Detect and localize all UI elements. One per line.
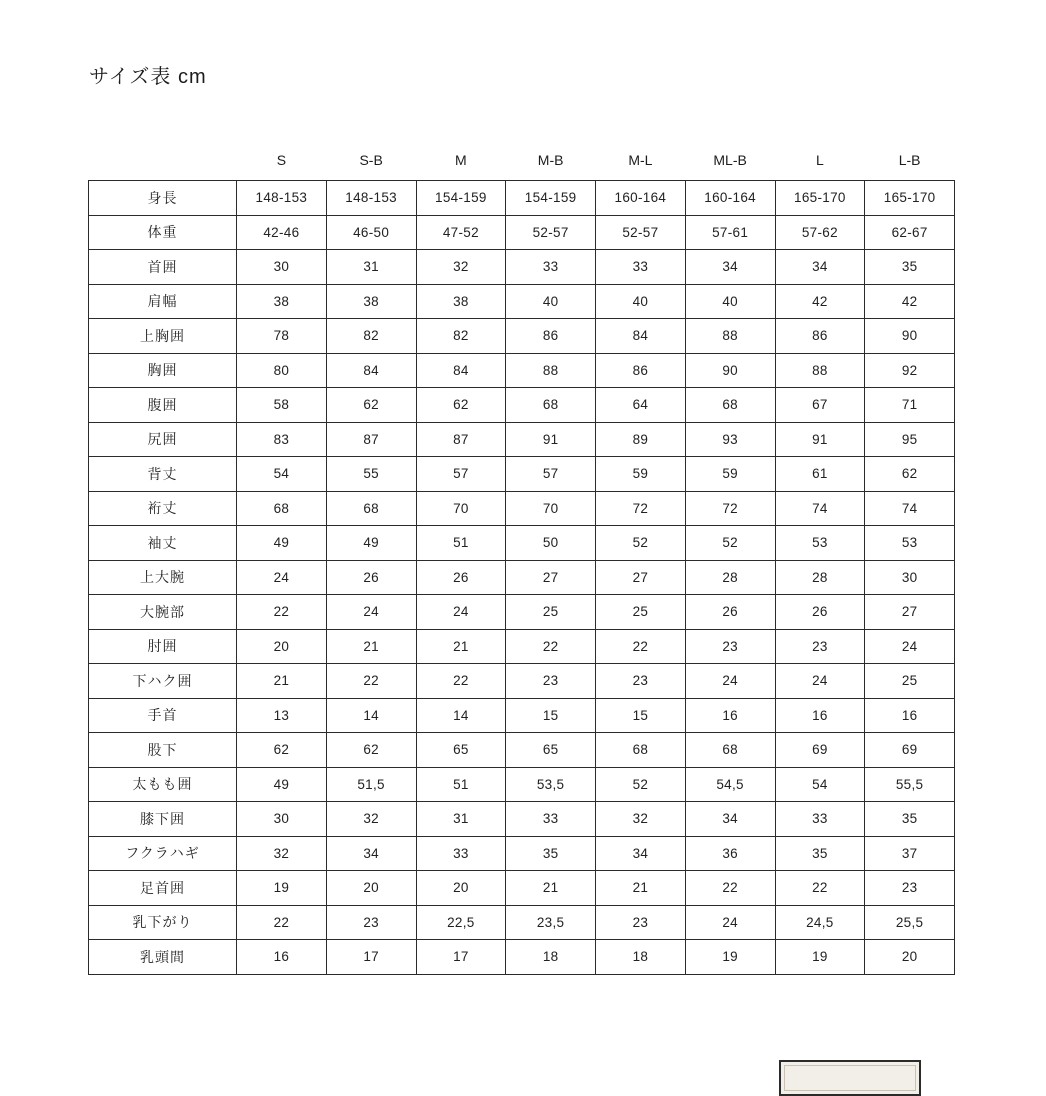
table-cell: 16 (237, 940, 327, 975)
table-cell: 90 (865, 319, 955, 354)
table-cell: 82 (416, 319, 506, 354)
column-header: M-L (628, 152, 653, 168)
table-row (89, 319, 955, 354)
column-header: ML-B (713, 152, 747, 168)
table-cell: 21 (237, 664, 327, 699)
table-cell: 54 (237, 457, 327, 492)
table-cell: 54,5 (685, 767, 775, 802)
table-cell: 87 (326, 422, 416, 457)
table-cell: 52-57 (506, 215, 596, 250)
row-label: 上大腕 (89, 560, 237, 595)
table-cell: 59 (596, 457, 686, 492)
table-cell: 16 (685, 698, 775, 733)
row-label: フクラハギ (89, 836, 237, 871)
table-cell: 28 (775, 560, 865, 595)
table-cell: 35 (775, 836, 865, 871)
table-cell: 19 (237, 871, 327, 906)
table-cell: 22,5 (416, 905, 506, 940)
table-cell: 40 (596, 284, 686, 319)
table-cell: 42-46 (237, 215, 327, 250)
table-row (89, 871, 955, 906)
table-cell: 23 (775, 629, 865, 664)
table-cell: 70 (416, 491, 506, 526)
column-header: S-B (359, 152, 383, 168)
table-cell: 62 (326, 733, 416, 768)
table-row (89, 457, 955, 492)
row-label: 首囲 (89, 250, 237, 285)
column-header: L (815, 152, 824, 168)
bottom-label-box-inner (784, 1065, 916, 1091)
table-cell: 30 (237, 250, 327, 285)
table-cell: 40 (685, 284, 775, 319)
table-cell: 32 (596, 802, 686, 837)
table-cell: 51 (416, 526, 506, 561)
table-cell: 22 (416, 664, 506, 699)
table-row (89, 388, 955, 423)
table-cell: 17 (326, 940, 416, 975)
table-cell: 54 (775, 767, 865, 802)
table-cell: 49 (326, 526, 416, 561)
table-cell: 37 (865, 836, 955, 871)
table-cell: 24,5 (775, 905, 865, 940)
table-cell: 62 (416, 388, 506, 423)
table-cell: 22 (237, 595, 327, 630)
table-row (89, 698, 955, 733)
table-row (89, 629, 955, 664)
table-cell: 83 (237, 422, 327, 457)
table-cell: 22 (237, 905, 327, 940)
row-label: 足首囲 (89, 871, 237, 906)
table-cell: 165-170 (775, 181, 865, 216)
table-cell: 21 (596, 871, 686, 906)
table-cell: 15 (596, 698, 686, 733)
table-cell: 62 (237, 733, 327, 768)
table-row (89, 767, 955, 802)
table-cell: 148-153 (326, 181, 416, 216)
row-label: 大腕部 (89, 595, 237, 630)
table-cell: 20 (237, 629, 327, 664)
table-cell: 160-164 (596, 181, 686, 216)
table-cell: 53 (865, 526, 955, 561)
row-label: 下ハク囲 (89, 664, 237, 699)
table-cell: 34 (685, 250, 775, 285)
table-cell: 32 (326, 802, 416, 837)
table-cell: 53,5 (506, 767, 596, 802)
table-cell: 93 (685, 422, 775, 457)
column-header: L-B (898, 152, 921, 168)
table-cell: 84 (416, 353, 506, 388)
table-cell: 74 (865, 491, 955, 526)
table-cell: 21 (416, 629, 506, 664)
table-cell: 33 (775, 802, 865, 837)
table-cell: 95 (865, 422, 955, 457)
table-cell: 50 (506, 526, 596, 561)
table-cell: 23 (596, 664, 686, 699)
table-cell: 52 (596, 526, 686, 561)
table-cell: 14 (326, 698, 416, 733)
table-cell: 32 (237, 836, 327, 871)
table-cell: 26 (685, 595, 775, 630)
table-cell: 69 (865, 733, 955, 768)
table-cell: 25 (865, 664, 955, 699)
table-row (89, 526, 955, 561)
table-row (89, 215, 955, 250)
table-cell: 22 (775, 871, 865, 906)
table-row (89, 905, 955, 940)
table-cell: 25,5 (865, 905, 955, 940)
table-cell: 47-52 (416, 215, 506, 250)
table-cell: 65 (416, 733, 506, 768)
table-header (89, 140, 955, 181)
row-label: 背丈 (89, 457, 237, 492)
table-cell: 148-153 (237, 181, 327, 216)
table-cell: 49 (237, 767, 327, 802)
page-title: サイズ表 cm (89, 66, 207, 88)
table-cell: 154-159 (416, 181, 506, 216)
table-row (89, 491, 955, 526)
table-row (89, 664, 955, 699)
table-row (89, 940, 955, 975)
bottom-label-box (779, 1060, 921, 1096)
table-cell: 84 (326, 353, 416, 388)
table-cell: 34 (775, 250, 865, 285)
table-cell: 55,5 (865, 767, 955, 802)
table-cell: 62 (326, 388, 416, 423)
table-cell: 18 (596, 940, 686, 975)
table-cell: 15 (506, 698, 596, 733)
table-cell: 58 (237, 388, 327, 423)
table-cell: 78 (237, 319, 327, 354)
table-cell: 16 (775, 698, 865, 733)
table-cell: 27 (865, 595, 955, 630)
table-cell: 22 (506, 629, 596, 664)
table-cell: 33 (506, 250, 596, 285)
table-cell: 91 (775, 422, 865, 457)
table-row (89, 422, 955, 457)
table-cell: 57-62 (775, 215, 865, 250)
table-cell: 51 (416, 767, 506, 802)
table-cell: 53 (775, 526, 865, 561)
row-label: 乳下がり (89, 905, 237, 940)
table-cell: 72 (685, 491, 775, 526)
table-cell: 57-61 (685, 215, 775, 250)
table-cell: 34 (326, 836, 416, 871)
table-cell: 18 (506, 940, 596, 975)
table-cell: 19 (685, 940, 775, 975)
table-cell: 46-50 (326, 215, 416, 250)
table-cell: 35 (506, 836, 596, 871)
column-header: M (455, 152, 467, 168)
table-cell: 38 (237, 284, 327, 319)
table-row (89, 836, 955, 871)
table-cell: 69 (775, 733, 865, 768)
table-cell: 23 (685, 629, 775, 664)
table-cell: 68 (685, 733, 775, 768)
table-cell: 21 (326, 629, 416, 664)
table-cell: 59 (685, 457, 775, 492)
table-cell: 91 (506, 422, 596, 457)
table-cell: 84 (596, 319, 686, 354)
row-label: 腹囲 (89, 388, 237, 423)
row-label: 肩幅 (89, 284, 237, 319)
table-cell: 40 (506, 284, 596, 319)
table-cell: 24 (326, 595, 416, 630)
table-cell: 23 (596, 905, 686, 940)
table-cell: 92 (865, 353, 955, 388)
table-cell: 68 (596, 733, 686, 768)
table-cell: 34 (685, 802, 775, 837)
table-cell: 30 (865, 560, 955, 595)
column-header: S (276, 152, 287, 168)
table-cell: 88 (685, 319, 775, 354)
row-label: 身長 (89, 181, 237, 216)
table-cell: 20 (326, 871, 416, 906)
table-cell: 74 (775, 491, 865, 526)
table-cell: 23,5 (506, 905, 596, 940)
table-cell: 23 (506, 664, 596, 699)
table-cell: 33 (416, 836, 506, 871)
row-label: 肘囲 (89, 629, 237, 664)
table-corner-cell (89, 140, 237, 181)
table-cell: 154-159 (506, 181, 596, 216)
table-row (89, 560, 955, 595)
table-cell: 90 (685, 353, 775, 388)
table-cell: 67 (775, 388, 865, 423)
table-cell: 88 (506, 353, 596, 388)
table-cell: 87 (416, 422, 506, 457)
table-cell: 23 (865, 871, 955, 906)
table-cell: 20 (865, 940, 955, 975)
table-row (89, 181, 955, 216)
column-header: M-B (537, 152, 564, 168)
table-cell: 71 (865, 388, 955, 423)
table-cell: 55 (326, 457, 416, 492)
row-label: 尻囲 (89, 422, 237, 457)
table-row (89, 284, 955, 319)
table-cell: 24 (685, 905, 775, 940)
table-cell: 30 (237, 802, 327, 837)
table-cell: 24 (775, 664, 865, 699)
table-cell: 22 (685, 871, 775, 906)
table-cell: 38 (326, 284, 416, 319)
table-cell: 24 (237, 560, 327, 595)
table-cell: 52 (596, 767, 686, 802)
table-cell: 31 (326, 250, 416, 285)
table-cell: 24 (865, 629, 955, 664)
table-cell: 68 (506, 388, 596, 423)
table-cell: 28 (685, 560, 775, 595)
table-cell: 64 (596, 388, 686, 423)
table-row (89, 733, 955, 768)
table-cell: 80 (237, 353, 327, 388)
table-cell: 16 (865, 698, 955, 733)
table-cell: 33 (506, 802, 596, 837)
table-cell: 89 (596, 422, 686, 457)
table-cell: 17 (416, 940, 506, 975)
table-cell: 62 (865, 457, 955, 492)
row-label: 股下 (89, 733, 237, 768)
table-cell: 35 (865, 250, 955, 285)
row-label: 太もも囲 (89, 767, 237, 802)
table-cell: 13 (237, 698, 327, 733)
table-cell: 86 (775, 319, 865, 354)
row-label: 乳頭間 (89, 940, 237, 975)
row-label: 袖丈 (89, 526, 237, 561)
table-cell: 42 (775, 284, 865, 319)
table-cell: 57 (506, 457, 596, 492)
table-cell: 70 (506, 491, 596, 526)
table-cell: 36 (685, 836, 775, 871)
table-cell: 72 (596, 491, 686, 526)
table-cell: 52 (685, 526, 775, 561)
size-chart-table (88, 140, 955, 975)
table-row (89, 353, 955, 388)
table-cell: 165-170 (865, 181, 955, 216)
table-cell: 42 (865, 284, 955, 319)
table-cell: 82 (326, 319, 416, 354)
table-cell: 19 (775, 940, 865, 975)
table-header-row (89, 140, 955, 181)
table-cell: 62-67 (865, 215, 955, 250)
table-cell: 68 (685, 388, 775, 423)
size-chart-table-wrap (88, 140, 954, 975)
table-cell: 22 (596, 629, 686, 664)
table-cell: 25 (506, 595, 596, 630)
table-cell: 49 (237, 526, 327, 561)
row-label: 裄丈 (89, 491, 237, 526)
table-cell: 22 (326, 664, 416, 699)
table-cell: 35 (865, 802, 955, 837)
table-cell: 52-57 (596, 215, 686, 250)
row-label: 胸囲 (89, 353, 237, 388)
table-cell: 33 (596, 250, 686, 285)
table-cell: 160-164 (685, 181, 775, 216)
table-cell: 14 (416, 698, 506, 733)
table-body (89, 181, 955, 975)
table-cell: 24 (685, 664, 775, 699)
table-cell: 31 (416, 802, 506, 837)
table-cell: 65 (506, 733, 596, 768)
table-cell: 24 (416, 595, 506, 630)
row-label: 手首 (89, 698, 237, 733)
row-label: 膝下囲 (89, 802, 237, 837)
table-cell: 26 (416, 560, 506, 595)
table-cell: 38 (416, 284, 506, 319)
table-cell: 68 (326, 491, 416, 526)
table-cell: 27 (506, 560, 596, 595)
table-row (89, 250, 955, 285)
table-cell: 34 (596, 836, 686, 871)
table-cell: 61 (775, 457, 865, 492)
table-cell: 57 (416, 457, 506, 492)
table-cell: 68 (237, 491, 327, 526)
table-cell: 51,5 (326, 767, 416, 802)
row-label: 体重 (89, 215, 237, 250)
table-cell: 21 (506, 871, 596, 906)
table-cell: 86 (506, 319, 596, 354)
table-cell: 20 (416, 871, 506, 906)
table-row (89, 802, 955, 837)
table-cell: 86 (596, 353, 686, 388)
table-cell: 23 (326, 905, 416, 940)
table-cell: 32 (416, 250, 506, 285)
table-cell: 25 (596, 595, 686, 630)
table-cell: 26 (326, 560, 416, 595)
table-row (89, 595, 955, 630)
table-cell: 88 (775, 353, 865, 388)
table-cell: 27 (596, 560, 686, 595)
row-label: 上胸囲 (89, 319, 237, 354)
table-cell: 26 (775, 595, 865, 630)
